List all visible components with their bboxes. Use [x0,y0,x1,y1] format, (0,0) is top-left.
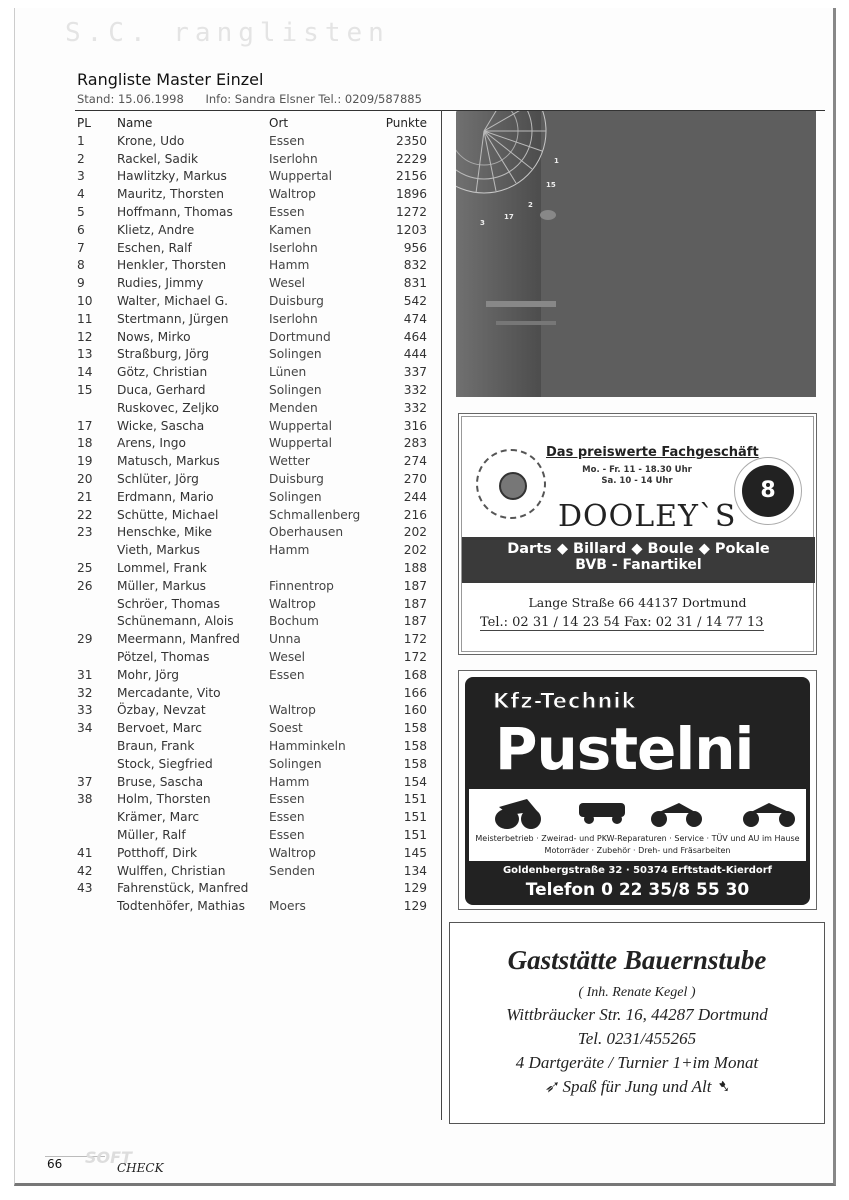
cell-name: Eschen, Ralf [117,240,192,255]
opening-hours [582,465,692,487]
cell-ort: Wesel [269,650,306,664]
cell-punkte: 151 [403,827,427,842]
cell-name: Fahrenstück, Manfred [117,881,249,896]
cell-pl [77,808,117,826]
cell-pl [77,826,117,844]
cell-name: Arens, Ingo [117,436,186,451]
cell-punkte: 270 [403,472,427,487]
cell-punkte: 168 [403,667,427,682]
cell-pl: 7 [77,240,85,255]
table-row [77,737,427,755]
page-number: 66 [47,1157,63,1171]
cell-punkte: 172 [403,632,427,647]
cell-pl: 20 [77,472,93,487]
cell-punkte: 2229 [395,151,427,166]
cell-ort: Duisburg [269,294,324,309]
cell-ort: Essen [269,133,305,148]
cell-punkte: 172 [403,650,427,664]
services-panel [469,789,806,861]
cell-name: Lommel, Frank [117,561,207,576]
services-line-2: Motorräder · Zubehör · Dreh- und Fräsarbeiten [544,846,731,855]
bauernstube-owner: ( Inh. Renate Kegel ) [578,985,696,1000]
cell-ort: Essen [269,810,305,825]
bauernstube-tagline: 4 Dartgeräte / Turnier 1+im Monat [515,1053,759,1072]
cell-punkte: 151 [403,792,427,807]
table-row [77,613,427,631]
table-row [77,470,427,488]
table-row [77,328,427,346]
cell-punkte: 444 [403,347,427,362]
cell-ort: Senden [269,863,315,878]
contact-info: Info: Sandra Elsner Tel.: 0209/587885 [205,92,422,106]
cell-pl [77,755,117,773]
table-row [77,132,427,150]
cell-pl: 33 [77,703,93,718]
cell-pl: 32 [77,685,93,700]
dartboard-graphic [456,111,816,397]
cell-ort: Hamm [269,543,310,558]
ranking-meta [77,92,440,106]
cell-name: Özbay, Nevzat [117,703,206,718]
cell-name: Matusch, Markus [117,454,220,469]
section-title: S.C. ranglisten [65,18,390,48]
cell-pl: 12 [77,329,93,344]
cell-name: Potthoff, Dirk [117,845,198,860]
cell-ort: Wuppertal [269,169,332,184]
cell-punkte: 187 [403,596,427,611]
table-row [77,506,427,524]
cell-name: Vieth, Markus [117,543,200,558]
bauernstube-slogan [450,1077,824,1097]
cell-ort: Wuppertal [269,418,332,433]
cell-punkte: 332 [403,400,427,415]
table-row [77,292,427,310]
table-row [77,257,427,275]
cell-punkte: 158 [403,721,427,736]
cell-ort: Wuppertal [269,436,332,451]
cell-name: Mohr, Jörg [117,667,180,682]
table-row [77,541,427,559]
cell-name: Ruskovec, Zeljko [117,400,219,415]
table-row [77,417,427,435]
dartboard-photo [456,111,816,397]
dart-icon: ➷ [711,1077,730,1096]
board-number: 1 [554,157,559,165]
cell-ort: Bochum [269,614,319,629]
table-row [77,221,427,239]
cell-punkte: 316 [403,418,427,433]
table-row [77,595,427,613]
cell-pl: 10 [77,294,93,309]
dart-icon: ➶ [544,1077,563,1096]
table-row [77,755,427,773]
cell-name: Braun, Frank [117,738,195,753]
cell-ort: Hamm [269,774,310,789]
table-row [77,150,427,168]
product-list: Darts ◆ Billard ◆ Boule ◆ Pokale [507,541,770,557]
cell-pl: 15 [77,383,93,398]
cell-name: Wicke, Sascha [117,418,205,433]
cell-name: Henschke, Mike [117,525,213,540]
cell-ort: Solingen [269,383,322,398]
table-row [77,559,427,577]
table-row [77,310,427,328]
cell-pl [77,595,117,613]
cell-ort: Oberhausen [269,525,344,540]
cell-pl: 23 [77,525,93,540]
table-row [77,844,427,862]
cell-pl: 2 [77,151,85,166]
services-text [469,833,806,857]
ad-dooleys-frame [461,416,814,652]
cell-name: Holm, Thorsten [117,792,211,807]
table-row [77,790,427,808]
cell-punkte: 129 [403,881,427,896]
cell-name: Hoffmann, Thomas [117,205,233,220]
cell-ort: Iserlohn [269,151,318,166]
ranking-table [77,113,427,915]
cell-punkte: 158 [403,738,427,753]
cell-pl: 9 [77,276,85,291]
cell-name: Schlüter, Jörg [117,472,199,487]
slogan-text: Spaß für Jung und Alt [562,1077,712,1096]
cell-punkte: 2350 [395,133,427,148]
cell-ort: Waltrop [269,187,316,202]
column-divider [441,110,442,1120]
cell-name: Schröer, Thomas [117,596,220,611]
cell-pl: 19 [77,454,93,469]
cell-pl [77,648,117,666]
cell-name: Stertmann, Jürgen [117,311,229,326]
ranking-title: Rangliste Master Einzel [77,70,264,89]
cell-pl [77,541,117,559]
cell-ort [269,559,365,577]
cell-pl [77,613,117,631]
table-row [77,381,427,399]
table-row [77,666,427,684]
cell-name: Rackel, Sadik [117,151,199,166]
cell-pl: 41 [77,845,93,860]
table-row [77,808,427,826]
table-header-row [77,113,427,132]
cell-pl: 43 [77,881,93,896]
cell-ort: Essen [269,792,305,807]
cell-name: Mercadante, Vito [117,685,221,700]
cell-ort: Solingen [269,347,322,362]
cell-name: Bervoet, Marc [117,721,202,736]
cell-ort: Finnentrop [269,578,334,593]
product-band [462,537,815,583]
softcheck-logo-script: CHECK [117,1161,164,1175]
col-header-pl: PL [77,115,91,130]
cell-pl: 25 [77,561,93,576]
bauernstube-name: Gaststätte Bauernstube [507,945,767,975]
cell-punkte: 154 [403,774,427,789]
cell-punkte: 332 [403,383,427,398]
cell-pl: 38 [77,792,93,807]
table-row [77,879,427,897]
cell-ort [269,879,365,897]
cell-punkte: 474 [403,311,427,326]
cell-pl: 11 [77,311,93,326]
table-row [77,577,427,595]
bauernstube-phone: Tel. 0231/455265 [577,1029,697,1048]
services-line-1: Meisterbetrieb · Zweirad- und PKW-Reparaturen · Service · TÜV und AU im Hause [475,834,800,843]
table-row [77,363,427,381]
cell-name: Rudies, Jimmy [117,276,204,291]
table-row [77,488,427,506]
cell-ort: Schmallenberg [269,507,361,522]
table-row [77,648,427,666]
cell-ort: Essen [269,205,305,220]
cell-punkte: 145 [403,845,427,860]
table-row [77,897,427,915]
cell-name: Pötzel, Thomas [117,650,210,664]
cell-name: Klietz, Andre [117,222,195,237]
cell-name: Schünemann, Alois [117,614,234,629]
cell-ort: Solingen [269,489,322,504]
cell-name: Götz, Christian [117,365,208,380]
table-row [77,274,427,292]
board-number: 17 [504,213,514,221]
cell-name: Meermann, Manfred [117,632,240,647]
cell-pl: 31 [77,667,93,682]
cell-pl: 3 [77,169,85,184]
pustelni-brand: Pustelni [495,715,754,783]
cell-punkte: 337 [403,365,427,380]
cell-punkte: 202 [403,525,427,540]
cell-name: Erdmann, Mario [117,489,214,504]
cell-punkte: 274 [403,454,427,469]
cell-ort [269,684,365,702]
cell-pl: 22 [77,507,93,522]
dooleys-brand: DOOLEY`S [558,499,737,534]
table-row [77,826,427,844]
cell-name: Henkler, Thorsten [117,258,227,273]
cell-pl: 5 [77,205,85,220]
cell-name: Hawlitzky, Markus [117,169,227,184]
pustelni-address: Goldenbergstraße 32 · 50374 Erftstadt-Kierdorf [502,865,773,876]
ad-bauernstube [449,922,825,1124]
cell-name: Schütte, Michael [117,507,219,522]
cell-pl: 29 [77,632,93,647]
cell-punkte: 832 [403,258,427,273]
cell-pl: 18 [77,436,93,451]
cell-name: Walter, Michael G. [117,294,229,309]
hours-saturday: Sa. 10 - 14 Uhr [601,476,673,486]
cell-ort: Soest [269,721,303,736]
pustelni-phone: Telefon 0 22 35/8 55 30 [525,880,750,900]
cell-ort: Lünen [269,365,307,380]
cell-punkte: 129 [403,899,427,914]
cell-pl: 34 [77,721,93,736]
cell-pl: 6 [77,222,85,237]
table-row [77,862,427,880]
cell-punkte: 202 [403,543,427,558]
cell-punkte: 244 [403,489,427,504]
cell-punkte: 2156 [395,169,427,184]
cell-name: Straßburg, Jörg [117,347,209,362]
table-row [77,719,427,737]
table-row [77,168,427,186]
table-row [77,203,427,221]
cell-name: Stock, Siegfried [117,756,213,771]
cell-pl: 42 [77,863,93,878]
col-header-ort: Ort [269,115,289,130]
table-row [77,702,427,720]
cell-name: Krämer, Marc [117,810,200,825]
kfz-technik-heading: Kfz-Technik [493,689,637,713]
dooleys-phone: Tel.: 02 31 / 14 23 54 Fax: 02 31 / 14 77 13 [480,615,764,630]
cell-punkte: 1272 [395,205,427,220]
cell-punkte: 158 [403,756,427,771]
cell-name: Duca, Gerhard [117,383,206,398]
ranking-body [77,132,427,915]
table-row [77,452,427,470]
hours-weekday: Mo. - Fr. 11 - 18.30 Uhr [582,465,692,475]
cell-punkte: 187 [403,614,427,629]
cell-name: Müller, Markus [117,578,207,593]
table-row [77,346,427,364]
cell-punkte: 188 [403,561,427,576]
ad-pustelni [458,670,817,910]
cell-pl: 14 [77,365,93,380]
cell-name: Wulffen, Christian [117,863,226,878]
stand-date: Stand: 15.06.1998 [77,92,184,106]
cell-ort: Dortmund [269,329,331,344]
ad-pustelni-background [465,677,810,905]
board-number: 2 [528,201,533,209]
cell-ort: Essen [269,667,305,682]
dooleys-address: Lange Straße 66 44137 Dortmund [528,595,747,610]
cell-name: Todtenhöfer, Mathias [117,899,245,914]
cell-pl [77,399,117,417]
table-row [77,435,427,453]
ad-dooleys [458,413,817,655]
cell-ort: Unna [269,632,301,647]
cell-ort: Waltrop [269,845,316,860]
cell-pl: 13 [77,347,93,362]
fan-articles: BVB - Fanartikel [575,557,702,573]
cell-ort: Hamm [269,258,310,273]
cell-pl: 37 [77,774,93,789]
softcheck-logo: SOFT [85,1148,132,1167]
cell-name: Krone, Udo [117,133,185,148]
bauernstube-address: Wittbräucker Str. 16, 44287 Dortmund [506,1005,768,1024]
board-number: 15 [546,181,556,189]
cell-ort: Hamminkeln [269,738,346,753]
cell-punkte: 542 [403,294,427,309]
cell-name: Nows, Mirko [117,329,191,344]
cell-ort: Iserlohn [269,311,318,326]
cell-ort: Wetter [269,454,310,469]
cell-pl: 21 [77,489,93,504]
cell-pl: 8 [77,258,85,273]
cell-pl: 26 [77,578,93,593]
table-row [77,630,427,648]
cell-name: Müller, Ralf [117,827,186,842]
cell-punkte: 216 [403,507,427,522]
cell-punkte: 1896 [395,187,427,202]
cell-ort: Kamen [269,222,312,237]
cell-punkte: 464 [403,329,427,344]
cell-pl: 1 [77,133,85,148]
cell-punkte: 134 [403,863,427,878]
cell-punkte: 166 [403,685,427,700]
cell-ort: Moers [269,899,306,914]
table-row [77,239,427,257]
ad-dooleys-headline: Das preiswerte Fachgeschäft [546,445,759,460]
dooleys-logo [476,449,546,519]
board-number: 3 [480,219,485,227]
cell-punkte: 151 [403,810,427,825]
cell-punkte: 831 [403,276,427,291]
cell-punkte: 187 [403,578,427,593]
cell-name: Bruse, Sascha [117,774,204,789]
table-row [77,399,427,417]
vehicles-graphic [469,789,806,833]
table-row [77,684,427,702]
cell-ort: Iserlohn [269,240,318,255]
cell-name: Mauritz, Thorsten [117,187,225,202]
cell-ort: Waltrop [269,703,316,718]
table-row [77,185,427,203]
cell-pl: 4 [77,187,85,202]
cell-ort: Solingen [269,756,322,771]
cell-punkte: 283 [403,436,427,451]
cell-pl [77,737,117,755]
cell-punkte: 1203 [395,222,427,237]
cell-pl [77,897,117,915]
cell-ort: Duisburg [269,472,324,487]
cell-ort: Menden [269,400,318,415]
cell-ort: Waltrop [269,596,316,611]
cell-ort: Essen [269,827,305,842]
col-header-punkte: Punkte [385,115,427,130]
cell-ort: Wesel [269,276,306,291]
cell-pl: 17 [77,418,93,433]
table-row [77,524,427,542]
billiard-ball-icon: 8 [742,465,794,517]
col-header-name: Name [117,115,153,130]
cell-punkte: 956 [403,240,427,255]
table-row [77,773,427,791]
cell-punkte: 160 [403,703,427,718]
page [14,8,836,1186]
